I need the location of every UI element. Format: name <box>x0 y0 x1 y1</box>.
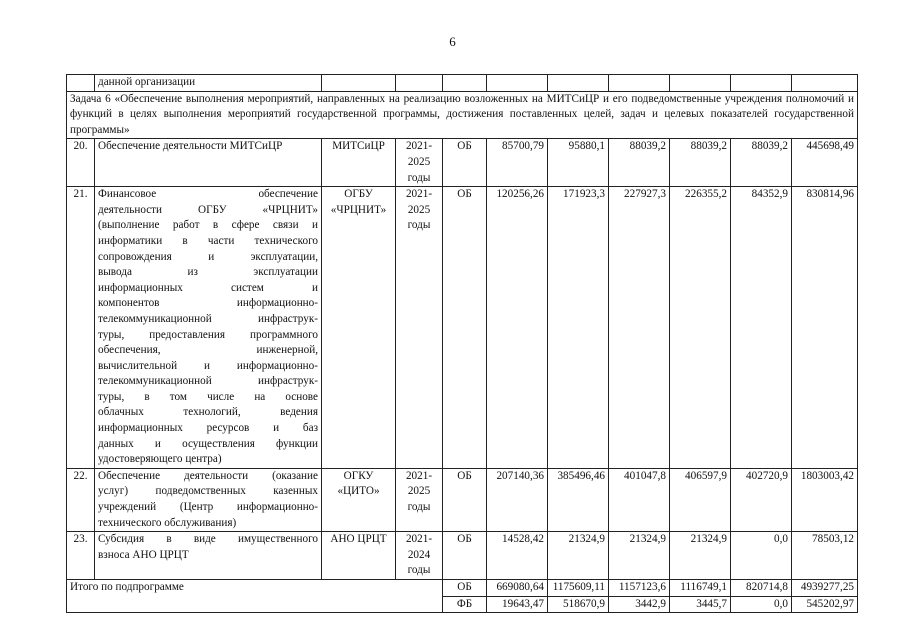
cell-empty <box>548 75 609 92</box>
table-row <box>67 187 858 469</box>
row-value: 88039,2 <box>731 139 792 187</box>
total-value: 669080,64 <box>487 580 548 597</box>
row-value: 88039,2 <box>609 139 670 187</box>
row-number: 21. <box>67 187 95 469</box>
row-period: 2021- 2025 годы <box>396 187 443 469</box>
row-source: ОБ <box>443 139 487 187</box>
row-number: 22. <box>67 468 95 531</box>
total-value: 3445,7 <box>670 596 731 613</box>
row-name-line: телекоммуникационной инфраструк- <box>98 312 318 325</box>
total-value: 518670,9 <box>548 596 609 613</box>
total-value: 0,0 <box>731 596 792 613</box>
row-executor: МИТСиЦР <box>322 139 396 187</box>
row-value: 406597,9 <box>670 468 731 531</box>
row-name-line: информационных систем и <box>98 281 318 294</box>
row-name-line: (выполнение работ в сфере связи и <box>98 219 318 232</box>
cell-empty <box>487 75 548 92</box>
row-value: 226355,2 <box>670 187 731 469</box>
row-number: 20. <box>67 139 95 187</box>
row-source: ОБ <box>443 187 487 469</box>
table-row-top <box>67 75 858 92</box>
program-table <box>66 74 858 613</box>
row-name-line: деятельности ОГБУ «ЧРЦНИТ» <box>98 203 318 216</box>
row-name-line: вычислительной и информационно- <box>98 359 318 372</box>
row-value: 0,0 <box>731 532 792 580</box>
row-number: 23. <box>67 532 95 580</box>
row-name <box>95 139 322 187</box>
row-value: 84352,9 <box>731 187 792 469</box>
row-value: 207140,36 <box>487 468 548 531</box>
row-name-line: Финансовое обеспечение <box>98 188 318 201</box>
row-value: 21324,9 <box>609 532 670 580</box>
total-value: 4939277,25 <box>792 580 858 597</box>
total-value: 1175609,11 <box>548 580 609 597</box>
row-name-line: удостоверяющего центра) <box>98 453 222 466</box>
total-source: ОБ <box>443 580 487 597</box>
total-label: Итого по подпрограмме <box>67 580 443 613</box>
row-value: 21324,9 <box>670 532 731 580</box>
cell-empty <box>443 75 487 92</box>
row-value: 14528,42 <box>487 532 548 580</box>
total-value: 19643,47 <box>487 596 548 613</box>
row-name <box>95 187 322 469</box>
row-executor: ОГКУ «ЦИТО» <box>322 468 396 531</box>
task-row <box>67 91 858 139</box>
total-row <box>67 580 858 597</box>
row-value: 85700,79 <box>487 139 548 187</box>
row-name-line: технического обслуживания) <box>98 516 237 529</box>
table-row <box>67 532 858 580</box>
row-period: 2021- 2025 годы <box>396 139 443 187</box>
row-executor: АНО ЦРЦТ <box>322 532 396 580</box>
row-value: 385496,46 <box>548 468 609 531</box>
total-value: 545202,97 <box>792 596 858 613</box>
total-value: 3442,9 <box>609 596 670 613</box>
row-name <box>95 468 322 531</box>
row-name-line: услуг) подведомственных казенных <box>98 485 318 498</box>
row-source: ОБ <box>443 468 487 531</box>
row-name-line: компонентов информационно- <box>98 297 318 310</box>
row-name-line: данных и осуществления функции <box>98 437 318 450</box>
row-value: 95880,1 <box>548 139 609 187</box>
row-value: 21324,9 <box>548 532 609 580</box>
row-value: 401047,8 <box>609 468 670 531</box>
total-source: ФБ <box>443 596 487 613</box>
cell-empty <box>670 75 731 92</box>
row-name-line: обеспечения, инженерной, <box>98 344 318 357</box>
row-value: 402720,9 <box>731 468 792 531</box>
table-row <box>67 139 858 187</box>
cell-empty <box>322 75 396 92</box>
row-name-line: сопровождения и эксплуатации, <box>98 250 318 263</box>
row-name-line: Субсидия в виде имущественного <box>98 533 318 546</box>
row-value: 120256,26 <box>487 187 548 469</box>
row-name-line: облачных технологий, ведения <box>98 406 318 419</box>
row-name-line: вывода из эксплуатации <box>98 266 318 279</box>
total-value: 820714,8 <box>731 580 792 597</box>
row-name-line: телекоммуникационной инфраструк- <box>98 375 318 388</box>
cell-empty <box>792 75 858 92</box>
row-value: 445698,49 <box>792 139 858 187</box>
row-source: ОБ <box>443 532 487 580</box>
row-name-line: Обеспечение деятельности (оказание <box>98 469 318 482</box>
row-period: 2021- 2025 годы <box>396 468 443 531</box>
cell-top-text: данной организации <box>95 75 322 92</box>
row-value: 830814,96 <box>792 187 858 469</box>
cell-empty <box>731 75 792 92</box>
row-name-line: туры, в том числе на основе <box>98 390 318 403</box>
total-value: 1157123,6 <box>609 580 670 597</box>
row-value: 227927,3 <box>609 187 670 469</box>
row-name-line: Обеспечение деятельности МИТСиЦР <box>98 140 283 153</box>
row-name-line: информатики в части технического <box>98 234 318 247</box>
row-value: 171923,3 <box>548 187 609 469</box>
total-value: 1116749,1 <box>670 580 731 597</box>
row-value: 1803003,42 <box>792 468 858 531</box>
row-period: 2021- 2024 годы <box>396 532 443 580</box>
row-name-line: туры, предоставления программного <box>98 328 318 341</box>
row-name-line: учреждений (Центр информационно- <box>98 501 318 514</box>
row-name-line: информационных ресурсов и баз <box>98 422 318 435</box>
row-value: 78503,12 <box>792 532 858 580</box>
row-executor: ОГБУ «ЧРЦНИТ» <box>322 187 396 469</box>
cell-num <box>67 75 95 92</box>
cell-empty <box>396 75 443 92</box>
row-name <box>95 532 322 580</box>
task-description: Задача 6 «Обеспечение выполнения мероприятий, направленных на реализацию возложенных на МИТСиЦР и его подведомственные учреждения полномочий и функций в целях выполнения мероприятий государственной программы, достижения поставленных целей, задач и целевых показателей государственной программы» <box>67 91 858 139</box>
row-value: 88039,2 <box>670 139 731 187</box>
cell-empty <box>609 75 670 92</box>
row-name-line: взноса АНО ЦРЦТ <box>98 548 189 561</box>
page-number: 6 <box>449 34 456 49</box>
table-row <box>67 468 858 531</box>
